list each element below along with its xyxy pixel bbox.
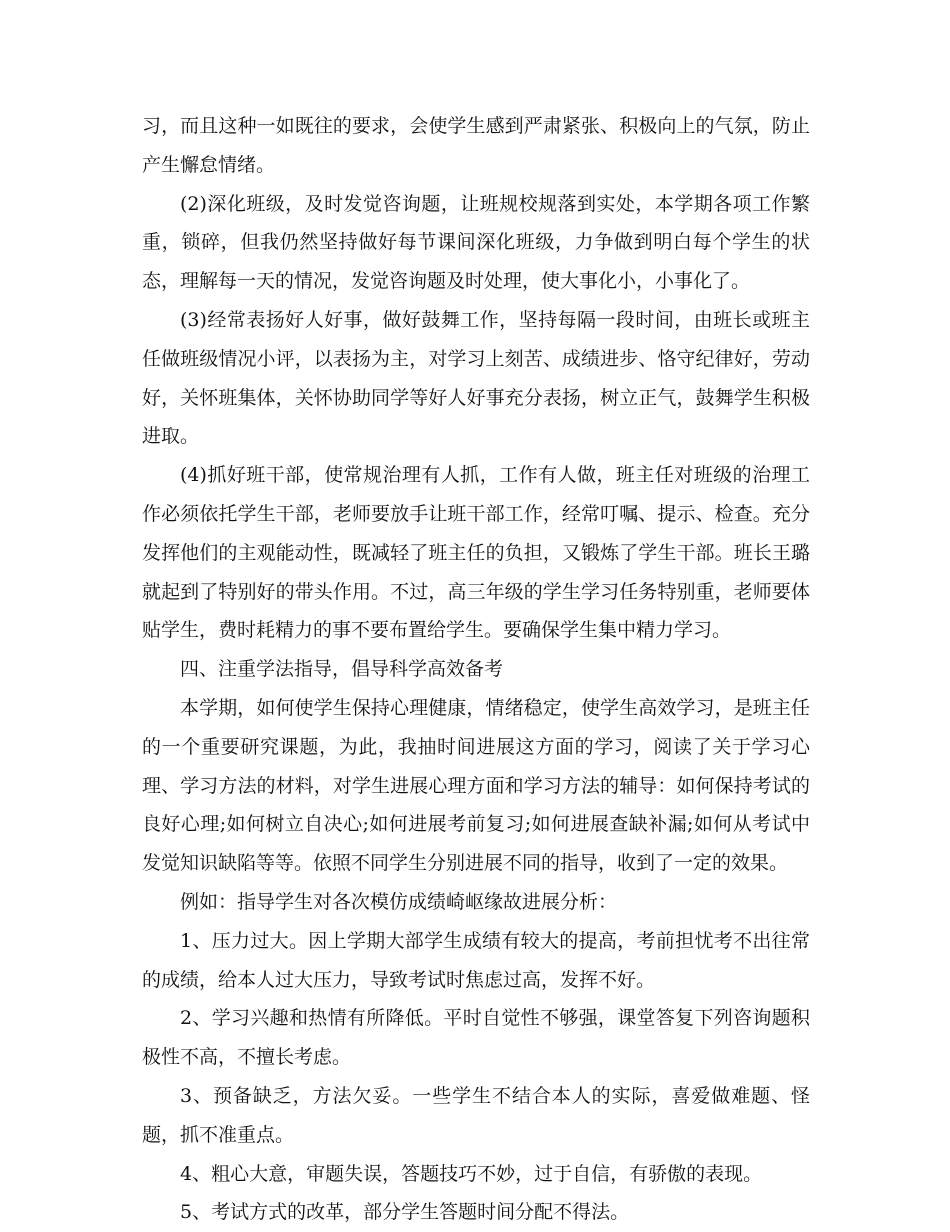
list-item: 3、预备缺乏，方法欠妥。一些学生不结合本人的实际，喜爱做难题、怪题，抓不准重点。 xyxy=(142,1084,810,1146)
paragraph: (2)深化班级，及时发觉咨询题，让班规校规落到实处，本学期各项工作繁重，锁碎，但我仍然坚持做好每节课间深化班级，力争做到明白每个学生的状态，理解每一天的情况，发觉咨询题及时处理，使大事化小，小事化了。 xyxy=(142,192,810,293)
list-item: 2、学习兴趣和热情有所降低。平时自觉性不够强，课堂答复下列咨询题积极性不高，不擅长考虑。 xyxy=(142,1007,810,1069)
paragraph: 例如：指导学生对各次模仿成绩崎岖缘故进展分析： xyxy=(180,890,618,913)
list-item: 1、压力过大。因上学期大部学生成绩有较大的提高，考前担忧考不出往常的成绩，给本人过大压力，导致考试时焦虑过高，发挥不好。 xyxy=(142,929,810,991)
section-heading: 四、注重学法指导，倡导科学高效备考 xyxy=(180,658,504,681)
document-page xyxy=(142,107,810,1232)
list-item: 5、考试方式的改革，部分学生答题时间分配不得法。 xyxy=(180,1201,630,1224)
paragraph: (4)抓好班干部，使常规治理有人抓，工作有人做，班主任对班级的治理工作必须依托学生干部，老师要放手让班干部工作，经常叮嘱、提示、检查。充分发挥他们的主观能动性，既减轻了班主任的负担，又锻炼了学生干部。班长王璐就起到了特别好的带头作用。不过，高三年级的学生学习任务特别重，老师要体贴学生，费时耗精力的事不要布置给学生。要确保学生集中精力学习。 xyxy=(142,464,810,642)
paragraph: 本学期，如何使学生保持心理健康，情绪稳定，使学生高效学习，是班主任的一个重要研究课题，为此，我抽时间进展这方面的学习，阅读了关于学习心理、学习方法的材料，对学生进展心理方面和学习方法的辅导：如何保持考试的良好心理;如何树立自决心;如何进展考前复习;如何进展查缺补漏;如何从考试中发觉知识缺陷等等。依照不同学生分别进展不同的指导，收到了一定的效果。 xyxy=(142,696,810,875)
list-item: 4、粗心大意，审题失误，答题技巧不妙，过于自信，有骄傲的表现。 xyxy=(180,1162,763,1185)
paragraph: 习，而且这种一如既往的要求，会使学生感到严肃紧张、积极向上的气氛，防止产生懈怠情绪。 xyxy=(142,115,810,176)
paragraph: (3)经常表扬好人好事，做好鼓舞工作，坚持每隔一段时间，由班长或班主任做班级情况小评，以表扬为主，对学习上刻苦、成绩进步、恪守纪律好，劳动好，关怀班集体，关怀协助同学等好人好事充分表扬，树立正气，鼓舞学生积极进取。 xyxy=(142,308,810,448)
